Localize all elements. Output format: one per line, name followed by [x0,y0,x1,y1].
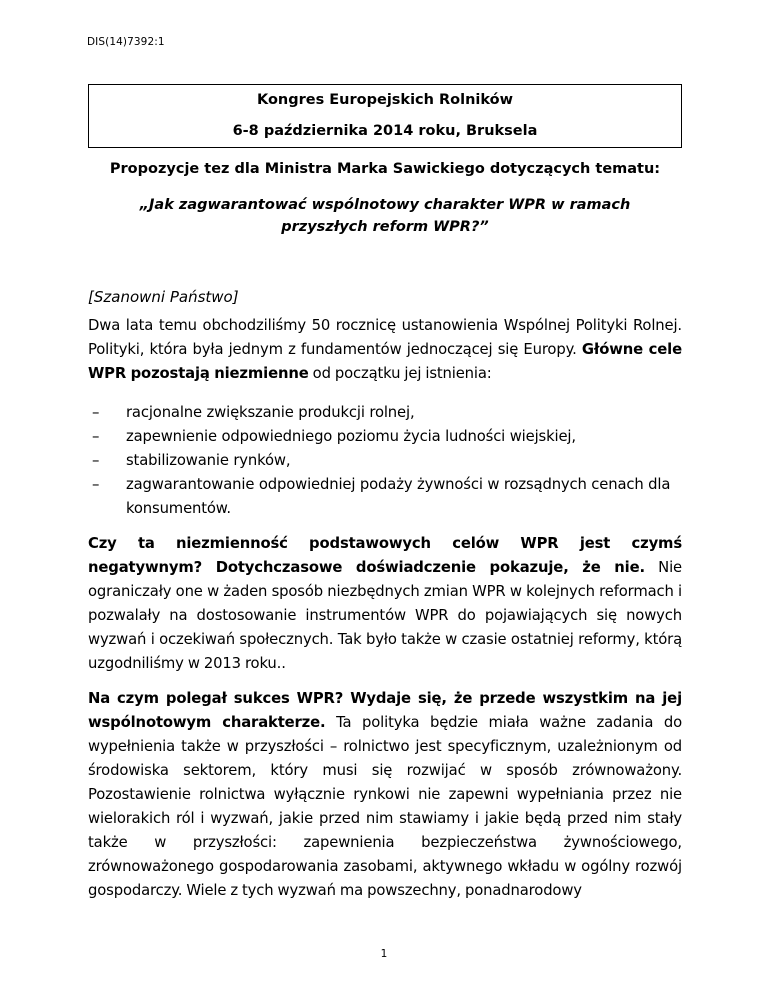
paragraph-2-text: Nie ograniczały one w żaden sposób niezbędnych zmian WPR w kolejnych reformach i pozwalały na dostosowanie instrumentów WPR do pojawiających się nowych wyzwań i oczekiwań społecznych. Tak było także w czasie ostatniej reformy, którą uzgodniliśmy w 2013 roku.. [88,559,682,672]
paragraph-1-bold: Główne cele WPR pozostają niezmienne [88,341,682,382]
dash-bullet: – [92,428,100,445]
subtitle: Propozycje tez dla Ministra Marka Sawickiego dotyczących tematu: [109,161,661,177]
list-item [88,425,682,449]
salutation: [Szanowni Państwo] [88,288,239,306]
paragraph-3-bold: Na czym polegał sukces WPR? Wydaje się, że przede wszystkim na jej wspólnotowym charakterze. [88,690,682,731]
list-item [88,401,682,425]
congress-title: Kongres Europejskich Rolników [256,92,514,108]
congress-date-place: 6-8 października 2014 roku, Bruksela [232,123,538,139]
list-item-text: zagwarantowanie odpowiedniej podaży żywności w rozsądnych cenach dla konsumentów. [126,476,671,517]
paragraph-1-text-a: Dwa lata temu obchodziliśmy 50 rocznicę ustanowienia Wspólnej Polityki Rolnej. Polityki, która była jednym z fundamentów jednoczącej się Europy. [88,317,682,358]
list-item-text: stabilizowanie rynków, [126,452,291,469]
list-item-text: racjonalne zwiększanie produkcji rolnej, [126,404,415,421]
topic-question: „Jak zagwarantować wspólnotowy charakter WPR w ramach przyszłych reform WPR?” [139,197,631,235]
list-item [88,449,682,473]
paragraph-3-text: Ta polityka będzie miała ważne zadania do wypełnienia także w przyszłości – rolnictwo jest specyficznym, uzależnionym od środowiska sektorem, który musi się rozwijać w sposób zrównoważony. Pozostawienie rolnictwa wyłącznie rynkowi nie zapewni wypełniania przez nie wielorakich ról i wyzwań, jakie przed nim stawiamy i jakie będą przed nim stały także w przyszłości: zapewnienia bezpieczeństwa żywnościowego, zrównoważonego gospodarowania zasobami, aktywnego wkładu w ogólny rozwój gospodarczy. Wiele z tych wyzwań ma powszechny, ponadnarodowy [88,714,682,899]
page-number: 1 [380,948,388,960]
goals-list [88,401,682,521]
paragraph-2-bold: Czy ta niezmienność podstawowych celów WPR jest czymś negatywnym? Dotychczasowe doświadczenie pokazuje, że nie. [88,535,682,576]
paragraph-2 [88,532,682,676]
list-item-text: zapewnienie odpowiedniego poziomu życia ludności wiejskiej, [126,428,576,445]
list-item [88,473,682,521]
paragraph-3 [88,687,682,903]
paragraph-1 [88,314,682,386]
dash-bullet: – [92,476,100,493]
dash-bullet: – [92,452,100,469]
paragraph-1-text-b: od początku jej istnienia: [308,365,492,382]
title-box [88,84,682,148]
document-reference: DIS(14)7392:1 [87,36,165,48]
dash-bullet: – [92,404,100,421]
